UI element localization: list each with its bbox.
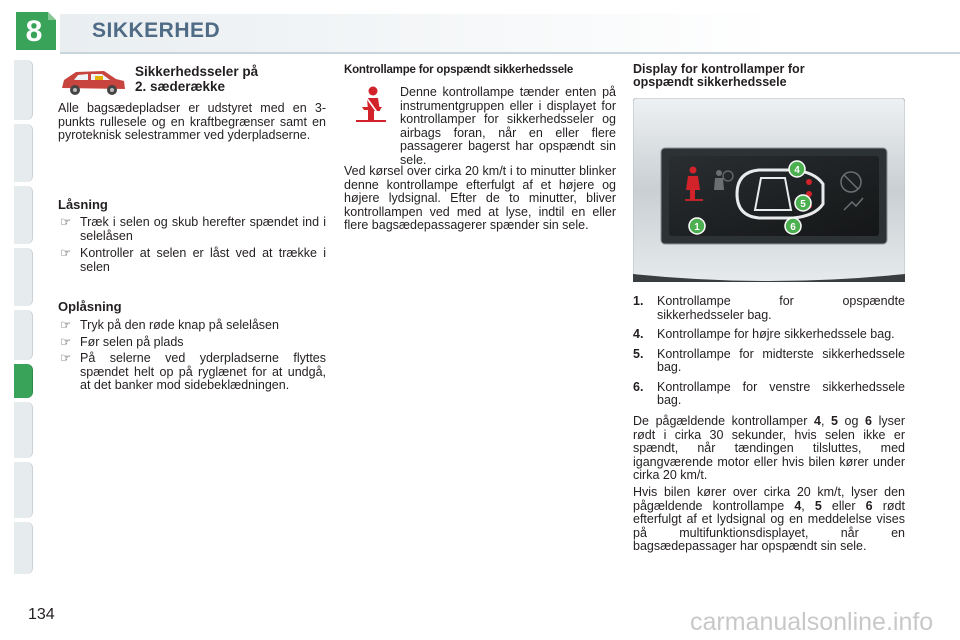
lamp-info-paragraph-1: De pågældende kontrollamper 4, 5 og 6 lyser rødt i cirka 30 sekunder, hvis selen ikke er spændt, når tændingen tilsluttes, med igangværende motor eller hvis bilen kører under cirka 20 km/t. [633,414,905,482]
chapter-number: 8 [25,15,43,48]
svg-text:1: 1 [694,222,700,233]
lamp-paragraph-1 [344,86,616,167]
section-title-line: Sikkerhedsseler på [135,64,259,79]
list-item-number: 5. [633,346,644,361]
lamp-title: Kontrollampe for opspændt sikkerhedsselе [344,64,574,76]
chapter-badge [14,8,58,52]
svg-text:6: 6 [790,222,796,233]
list-item [633,328,905,342]
callout-5 [795,195,811,211]
locking-title: Låsning [58,197,108,212]
list-item-text: Kontrollampe for opspændte sikkerhedsseler bag. [657,294,905,322]
chapter-tab [14,402,33,458]
unlocking-list [58,316,326,393]
callout-4 [789,161,805,177]
lamp-info-paragraph-2: Hvis bilen kører over cirka 20 km/t, lyser den pågældende kontrollampe 4, 5 eller 6 rødt efterfulgt af et lydsignal og en meddelelse vises på multifunktionsdisplayet, når en bagsædepassager har opspændt sin sele. [633,485,905,553]
seatbelt-display-illustration [633,98,905,282]
list-item [58,336,326,350]
list-item-text: Kontrollampe for venstre sikkerhedssele bag. [657,379,905,407]
list-item [58,247,326,274]
watermark: carmanualsonline.info [690,608,934,636]
list-item-text: På selerne ved yderpladserne flyttes spændet helt op på ryglænet for at undgå, at det banker mod sidebeklædningen. [80,351,326,392]
car-rear-seat-icon [58,66,128,98]
intro-paragraph: Alle bagsædepladser er udstyret med en 3-punkts rullesele og en kraftbegrænser samt en pyroteknisk selestrammer ved yderpladserne. [58,101,326,142]
chapter-tab [14,124,33,182]
lamp-legend-list [633,295,905,408]
chapter-tab [14,522,33,574]
chapter-tab [14,310,33,360]
unlocking-title: Oplåsning [58,299,122,314]
svg-text:4: 4 [794,165,800,176]
list-item [633,381,905,408]
list-item [58,319,326,333]
list-item [633,348,905,375]
locking-list [58,213,326,274]
list-item-text: Træk i selen og skub herefter spændet ind i selelåsen [80,215,326,243]
display-title-line: Display for kontrollamper for [633,62,805,76]
lamp-paragraph-2: Ved kørsel over cirka 20 km/t i to minutter blinker denne kontrollampe efterfulgt af et højere og højere lydsignal. Efter de to minutter, bliver kontrollampen ved med at lyse, indtil en eller flere bagsædepassagerer spænder sin sele. [344,164,616,232]
lamp-paragraph-1-text: Denne kontrollampe tænder enten på instrumentgruppen eller i displayet for kontrollamper for sikkerhedsseler og airbags foran, når en eller flere passagerer bagerst har opspændt sin sele. [400,85,616,167]
chapter-tab [14,60,33,120]
pointing-hand-icon: ☞ [60,351,72,365]
list-item [633,295,905,322]
list-item-number: 6. [633,379,644,394]
page-number: 134 [28,606,55,623]
section-title-line: 2. sæderække [135,79,226,94]
list-item-text: Før selen på plads [80,334,184,349]
callout-6 [785,218,801,234]
display-title [633,63,805,89]
list-item [58,352,326,393]
pointing-hand-icon: ☞ [60,215,72,229]
list-item-text: Kontrollampe for midterste sikkerhedssele bag. [657,346,905,374]
chapter-tab [14,462,33,518]
svg-text:5: 5 [800,199,806,210]
icon-float-spacer [344,86,400,154]
pointing-hand-icon: ☞ [60,318,72,332]
chapter-tab [14,186,33,244]
chapter-tab [14,248,33,306]
display-title-line: opspændt sikkerhedsselе [633,75,787,89]
section-title [135,64,258,94]
pointing-hand-icon: ☞ [60,246,72,260]
header-divider [60,52,960,54]
chapter-tab-active [14,364,33,398]
list-item-text: Kontrollampe for højre sikkerhedssele bag. [657,327,895,341]
pointing-hand-icon: ☞ [60,334,72,349]
chapter-title: SIKKERHED [92,19,221,42]
list-item-number: 1. [633,294,644,308]
list-item-number: 4. [633,327,644,341]
list-item-text: Tryk på den røde knap på selelåsen [80,318,279,332]
callout-1 [689,218,705,234]
list-item [58,216,326,243]
list-item-text: Kontroller at selen er låst ved at trække i selen [80,246,326,274]
